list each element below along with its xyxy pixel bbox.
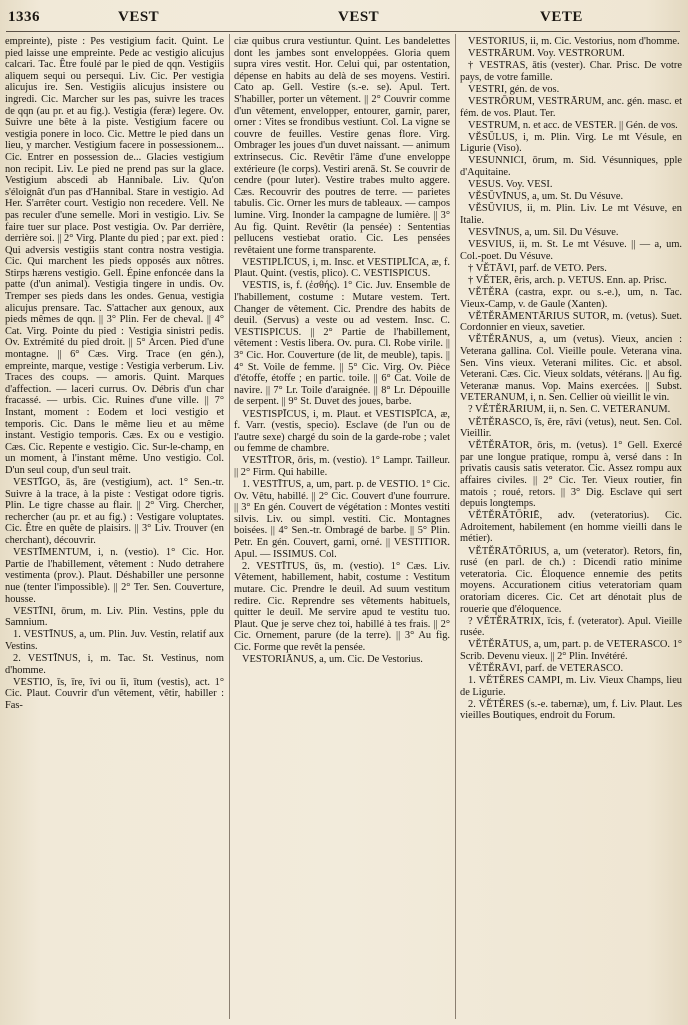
entry: VĔTĔRA (castra, expr. ou s.-e.), um, n. Tac. Vieux-Camp, v. de Gaule (Xanten). bbox=[460, 286, 682, 310]
column-divider bbox=[455, 34, 456, 1019]
entry: VĔTĔRĀTUS, a, um, part. p. de VETERASCO. 1° Scrib. Devenu vieux. || 2° Plin. Invétéré. bbox=[460, 639, 682, 662]
entry: VESTORIĀNUS, a, um. Cic. De Vestorius. bbox=[242, 653, 423, 665]
entry: empreinte), piste : Pes vestigium facit. Quint. Le pied laisse une empreinte. Pede ac vestigio alicujus calcari. Tac. Être foulé par le pied de qqn. Vestigiis aliquem sequi ou persequi. Liv. Cic. Per vestigia alicujus ire. Sen. Vestigiis alicujus insistere ou ingredi. Cic. Marcher sur les pas, suivre les traces de qqn (au pr. et au fig.). Vestigia (feræ) legere. Ov. Suivre une bête à la piste. Vestigium facere ou vestigia ponere in loco. Cic. Mettre le pied dans un lieu, y marcher. Vestigium facere in possessionem... Cic. Entrer en possession de... Glacies vestigium non recipit. Liv. Le pied ne prend pas sur la glace. Vestigium abscedi ab Hannibale. Liv. Qu'on s'éloignât d'un pas d'Hannibal. Stare in vestigio. Ad Her. S'arrêter court. Vestigio non recedere. Vell. Ne pas reculer d'une semelle. Mori in vestigio. Liv. Se faire tuer sur place. Post vestigia. Ov. Par derrière, derrière soi. || 2° Virg. Plante du pied ; par ext. pied : Qui adversis vestigiis stant contra nostra vestigia. Cic. Qui marchent les pieds opposés aux nôtres. Stirps hærens vestigio. Gell. Épine enfoncée dans la patte (d'un animal). Vestigia tingere in undis. Ov. Tremper ses pieds dans les ondes. Genua, vestigia alicujus prensare. Tac. S'attacher aux genoux, aux pieds mêmes de qqn. || 3° Plin. Fer de cheval. || 4° Cat. Virg. Pointe du pied : Vestigia sinistri pedis. Ov. Extrémité du pied droit. || 5° Arcen. Pied d'une montagne. || 6° Cæs. Virg. Trace (en gén.), empreinte, marque, vestige : Vestigia verberum. Liv. Traces des coups. — amoris. Quint. Marques d'affection. — laceri currus. Ov. Débris d'un char fracassé. — urbis. Cic. Ruines d'une ville. || 7° Instant, moment : Eodem et loci vestigio et temporis. Cic. Dans le même lieu et au même instant. Vestigio temporis. Cæs. Ex ou e vestigio. Cæs. Cic. Repente e vestigio. Cic. Sur-le-champ, en un moment, à l'instant même. Uno vestigio. Col. D'un seul coup, d'un seul trait. bbox=[5, 36, 224, 476]
entry: VESTRI, gén. de vos. bbox=[468, 83, 560, 95]
entry: † VĔTER, ĕris, arch. p. VETUS. Enn. ap. Prisc. bbox=[468, 274, 667, 286]
entry: VESTĪNI, ōrum, m. Liv. Plin. Vestins, pple du Samnium. bbox=[5, 605, 224, 629]
entry: † VĔTĀVI, parf. de VETO. Pers. bbox=[468, 262, 607, 274]
entry: VĔTĔRĀTOR, ōris, m. (vetus). 1° Gell. Exercé par une longue pratique, rompu à, versé dans : In privatis causis satis veterator. Cic. Assez rompu aux affaires civiles. || 2° Cic. Ter. Vieux routier, fin matois ; roué, retors. || 3° Dig. Esclave qui sert depuis longtemps. bbox=[460, 440, 682, 510]
header-left-keyword: VEST bbox=[118, 9, 160, 25]
entry: VESTRĀRUM. Voy. VESTRORUM. bbox=[468, 48, 625, 60]
entry: VĔTĔRĀTŌRIĒ, adv. (veteratorius). Cic. Adroitement, habilement (en homme vieilli dans le métier). bbox=[460, 510, 682, 545]
entry: VĔTĔRĀVI, parf. de VETERASCO. bbox=[468, 662, 624, 674]
entry: VĔSŬLUS, i, m. Plin. Virg. Le mt Vésule, en Ligurie (Viso). bbox=[460, 131, 682, 155]
column-divider bbox=[229, 34, 230, 1019]
header-rule bbox=[6, 31, 680, 32]
entry: 2. VESTĪTUS, ūs, m. (vestio). 1° Cæs. Liv. Vêtement, habillement, habit, costume : Vestitum mutare. Cic. Prendre le deuil. Ad suum vestitum redire. Cic. Reprendre ses vêtements habituels, quitter le deuil. Me servire apud te vestitu tuo. Plaut. Que je serve chez toi, habillé à tes frais. || 2° Cic. Ornement, parure (de la terre). || 3° Au fig. Cic. Forme que revêt la pensée. bbox=[234, 560, 450, 653]
entry: VESTORIUS, ii, m. Cic. Vestorius, nom d'homme. bbox=[468, 36, 680, 47]
column-left bbox=[5, 36, 224, 1021]
entry: † VESTRAS, ātis (vester). Char. Prisc. De votre pays, de votre famille. bbox=[460, 60, 682, 83]
header-center-keyword: VEST bbox=[338, 9, 380, 25]
entry: VESUNNICI, ōrum, m. Sid. Vésunniques, pple d'Aquitaine. bbox=[460, 155, 682, 179]
entry: VĔTĔRĀMENTĀRIUS SUTOR, m. (vetus). Suet. Cordonnier en vieux, savetier. bbox=[460, 310, 682, 334]
entry: VESTRŌRUM, VESTRĀRUM, anc. gén. masc. et fém. de vos. Plaut. Ter. bbox=[460, 95, 682, 119]
entry: VESTĪGO, ās, āre (vestigium), act. 1° Sen.-tr. Suivre à la trace, à la piste : Vestigat odore tigris. Plin. Le tigre chasse au flair. || 2° Virg. Chercher, rechercher (au pr. et au fig.) : Vestigare voluptates. Cic. Être en quête de plaisirs. || 3° Liv. Trouver (en cherchant), découvrir. bbox=[5, 477, 224, 547]
header-right-keyword: VETE bbox=[540, 9, 583, 25]
entry: VESVĪNUS, a, um. Sil. Du Vésuve. bbox=[468, 227, 619, 238]
entry: 1. VESTĪTUS, a, um, part. p. de VESTIO. 1° Cic. Ov. Vêtu, habillé. || 2° Cic. Couvert d'une fourrure. || 3° En gén. Couvert de végétation : Montes vestiti silvis. Liv. ou simpl. vestiti. Cic. Montagnes boisées. || 4° Sen.-tr. Ombragé de barbe. || 5° Plin. Petr. En gén. Couvert, garni, orné. || VESTITIOR. Apul. — ISSIMUS. Col. bbox=[234, 479, 450, 560]
entry: 1. VĔTĔRES CAMPI, m. Liv. Vieux Champs, lieu de Ligurie. bbox=[460, 675, 682, 698]
entry: VESTIO, īs, īre, īvi ou ĭi, ītum (vestis), act. 1° Cic. Plaut. Couvrir d'un vêtement, vêtir, habiller : Fas- bbox=[5, 676, 224, 711]
entry: ciæ quibus crura vestiuntur. Quint. Les bandelettes dont les jambes sont enveloppées. Gloria quem supra vires vestit. Hor. Celui qui, par ostentation, dépense en habits au delà de ses moyens. Vestiri. Cato ap. Gell. Vestire (s.-e. se). Apul. Tert. S'habiller, porter un vêtement. || 2° Couvrir comme d'un vêtement, envelopper, entourer, garnir, parer, orner : Vites se frondibus vestiunt. Col. La vigne se couvre de feuilles. Vestire genas flore. Virg. Ombrager les joues d'un duvet naissant. — animum extrinsecus. Cic. Revêtir l'âme d'une enveloppe extérieure (le corps). Vestiri arenā. St. Se couvrir de cendre (pour luter). Vestire trabes multo aggere. Cæs. Recouvrir des poutres de terre. — parietes tabulis. Cic. Orner les murs de tableaux. — campos lumine. Virg. Inonder la campagne de lumière. || 3° Au fig. Quint. Revêtir (la pensée) : Sententias pellucens vestiebat oratio. Cic. Les pensées revêtaient une forme transparente. bbox=[234, 36, 450, 256]
entry: VESTISPĪCUS, i, m. Plaut. et VESTISPĪCA, æ, f. Varr. (vestis, specio). Esclave (de l'un ou de l'autre sexe) chargé du soin de la garde-robe ; valet ou femme de chambre. bbox=[234, 408, 450, 455]
column-right bbox=[460, 36, 682, 1021]
entry: VESTIS, is, f. (ἐσθής). 1° Cic. Juv. Ensemble de l'habillement, costume : Mutare vestem. Tert. Changer de vêtement. Cic. Prendre des habits de deuil. (Servus) a veste ou ad vestem. Insc. C. VESTISPICUS. || 2° Partie de l'habillement, vêtement : Vestis libera. Ov. pura. Cl. Robe virile. || 3° Cic. Hor. Couverture (de lit, de meuble), tapis. || 4° St. Voile de femme. || 5° Cic. Virg. Ov. Pièce d'étoffe, étoffe ; en partic. toile. || 6° Cat. Voile de navire. || 7° Lr. Toile d'araignée. || 8° Lr. Dépouille de serpent. || 9° St. Duvet des joues, barbe. bbox=[234, 280, 450, 408]
column-middle bbox=[234, 36, 450, 1021]
running-header bbox=[0, 6, 688, 30]
entry: VĔTĔRĀNUS, a, um (vetus). Vieux, ancien : Veterana gallina. Col. Vieille poule. Veterana vina. Sen. Vins vieux. Veterani milites. Cic. et absol. Veterani. Cæs. Cic. Vieux soldats, vétérans. || Au fig. Veteranæ manus. Vop. Mains exercées. || Subst. VETERANUM, i, n. Sen. Cellier où vieillit le vin. bbox=[460, 334, 682, 404]
entry: VĔSŬVIUS, ii, m. Plin. Liv. Le mt Vésuve, en Italie. bbox=[460, 203, 682, 226]
entry: VESTRUM, n. et acc. de VESTER. || Gén. de vos. bbox=[468, 119, 678, 131]
entry: VĔTĔRĀTŌRIUS, a, um (veterator). Retors, fin, rusé (en parl. de ch.) : Dicendi ratio minime veteratoria. Cic. Éloquence ennemie des petits moyens. Accurationem citius veteratoriam quam oratoriam diceres. Cic. Cet art dénotait plus de rouerie que d'éloquence. bbox=[460, 545, 682, 615]
entry: VESTIPLĪCUS, i, m. Insc. et VESTIPLĪCA, æ, f. Plaut. Quint. (vestis, plico). C. VESTISPICUS. bbox=[234, 256, 450, 280]
page-number: 1336 bbox=[8, 9, 40, 25]
entry: VESTĪTOR, ōris, m. (vestio). 1° Lampr. Tailleur. || 2° Firm. Qui habille. bbox=[234, 455, 450, 478]
entry: ? VĔTĔRĀRIUM, ii, n. Sen. C. VETERANUM. bbox=[468, 404, 671, 416]
entry: 2. VESTĪNUS, i, m. Tac. St. Vestinus, nom d'homme. bbox=[5, 652, 224, 676]
entry: VESVIUS, ii, m. St. Le mt Vésuve. || — a, um. Col.-poet. Du Vésuve. bbox=[460, 239, 682, 262]
entry: VĔTĔRASCO, īs, ĕre, rāvi (vetus), neut. Sen. Col. Vieillir. bbox=[460, 416, 682, 440]
entry: VESUS. Voy. VESI. bbox=[468, 179, 553, 191]
entry: 2. VĔTĔRES (s.-e. tabernæ), um, f. Liv. Plaut. Les vieilles Boutiques, endroit du Forum. bbox=[460, 698, 682, 722]
entry: VĔSŬVĪNUS, a, um. St. Du Vésuve. bbox=[468, 191, 624, 203]
entry: VESTĪMENTUM, i, n. (vestio). 1° Cic. Hor. Partie de l'habillement, vêtement : Nudo detrahere vestimenta (prov.). Plaut. Déshabiller une personne nue (tenter l'impossible). || 2° Ter. Sen. Couverture, housse. bbox=[5, 547, 224, 605]
entry: ? VĔTĔRĀTRIX, īcis, f. (veterator). Apul. Vieille rusée. bbox=[460, 615, 682, 639]
entry: 1. VESTĪNUS, a, um. Plin. Juv. Vestin, relatif aux Vestins. bbox=[5, 629, 224, 652]
